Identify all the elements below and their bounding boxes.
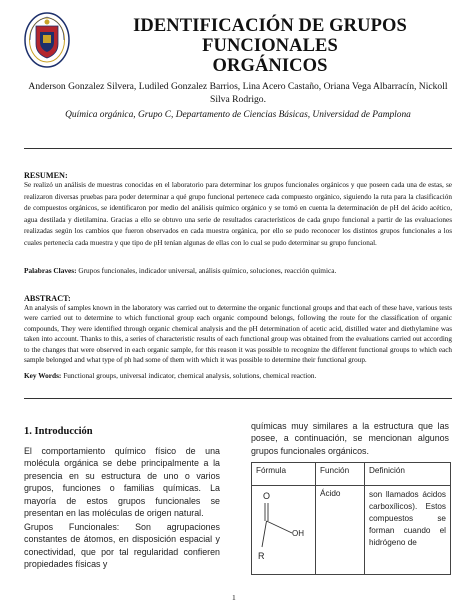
formula-cell (252, 486, 316, 575)
abstract-keywords (24, 371, 452, 380)
intro-paragraph-2: Grupos Funcionales: Son agrupaciones constantes de átomos, en disposición espacial y conectividad, que por tal regularidad confieren propiedades físicas y (24, 522, 220, 570)
table-row (252, 486, 451, 575)
atom-r-group: R (258, 551, 265, 561)
definition-cell: son llamados ácidos carboxílicos). Estos compuestos se forman cuando el hidrógeno de (365, 486, 451, 575)
resumen-heading: RESUMEN: (24, 171, 68, 180)
function-cell: Ácido (316, 486, 365, 575)
intro-paragraph-3: químicas muy similares a la estructura que las posee, a continuación, se mencionan algunos grupos funcionales orgánicos. (251, 421, 449, 456)
atom-hydroxyl: OH (292, 529, 304, 538)
abstract-heading: ABSTRACT: (24, 294, 71, 303)
abstract-keywords-text: Functional groups, universal indicator, chemical analysis, solutions, chemical reaction. (63, 371, 317, 380)
title-line-1: IDENTIFICACIÓN DE GRUPOS FUNCIONALES (133, 16, 407, 56)
affiliation: Química orgánica, Grupo C, Departamento de Ciencias Básicas, Universidad de Pamplona (65, 110, 411, 120)
title-line-2: ORGÁNICOS (212, 56, 328, 76)
resumen-text: Se realizó un análisis de muestras conocidas en el laboratorio para determinar los grupos funcionales orgánicos y que poseen cada una de estas, se realizaron diversas pruebas para poder determinar a qué grupo funcional pertenece cada compuesto orgánico, siguiendo la ruta para la clasificación de compuestos orgánicos, se identificaron por medio del análisis químico orgánico y se tomó en cuenta la determinación de pH del ácido acético, agua destilada y dietilamina. Gracias a ello se obtuvo una serie de resultados característicos de cada grupo funcional a partir de las evaluaciones realizadas según los cambios que fueron observados en cada muestra orgánica, por ello se pudo reconocer los distintos grupos funcionales a los cuales pertenecía cada muestra y que tipo de pH tenían algunas de ellas con lo cual se pudo determinar su grupo funcional. (24, 181, 452, 247)
resumen-keywords (24, 266, 452, 275)
carboxylic-acid-structure (256, 489, 311, 569)
abstract-keywords-label: Key Words: (24, 371, 62, 380)
authors (24, 80, 452, 106)
authors-line-2: Silva Rodrigo. (210, 94, 266, 105)
table-header-cell: Definición (365, 463, 451, 486)
divider-bottom (24, 398, 452, 399)
table-header-row (252, 463, 451, 486)
document-title (90, 16, 450, 76)
university-logo (24, 12, 70, 68)
authors-line-1: Anderson Gonzalez Silvera, Ludiled Gonzalez Barrios, Lina Acero Castaño, Oriana Vega Albarracín, Nickoll (28, 81, 448, 92)
resumen-keywords-text: Grupos funcionales, indicador universal, análisis químico, soluciones, reacción química. (78, 266, 337, 275)
atom-oxygen: O (263, 491, 271, 501)
resumen-keywords-label: Palabras Claves: (24, 266, 77, 275)
functional-groups-table (251, 462, 451, 575)
abstract-text: An analysis of samples known in the laboratory was carried out to determine the organic functional groups and that each of these have, various tests were carried out to determine to which functional group each organic compound belongs, following the route for the classification of organic compounds, They were identified through organic chemical analysis and the pH determination of acetic acid, distilled water and diethylamine was taken into account. Thanks to this, a series of characteristic results of each functional group was obtained from the evaluations carried out according to the changes that were observed in each organic sample, for this reason it was possible to recognize the different functional groups to which each sample belonged and what type of ph had some of them with which it was possible to determine their functional group. (24, 304, 452, 365)
table-header-cell: Fórmula (252, 463, 316, 486)
introduction-heading: 1. Introducción (24, 426, 93, 437)
page-number: 1 (232, 593, 236, 602)
divider-top (24, 148, 452, 149)
intro-paragraph-1: El comportamiento químico físico de una molécula orgánica se debe principalmente a la presencia en su estructura de uno o varios grupos, funciones o familias químicas. La mayoría de estos grupos funcionales se presentan en las moléculas de origen natural. (24, 446, 220, 519)
table-header-cell: Función (316, 463, 365, 486)
